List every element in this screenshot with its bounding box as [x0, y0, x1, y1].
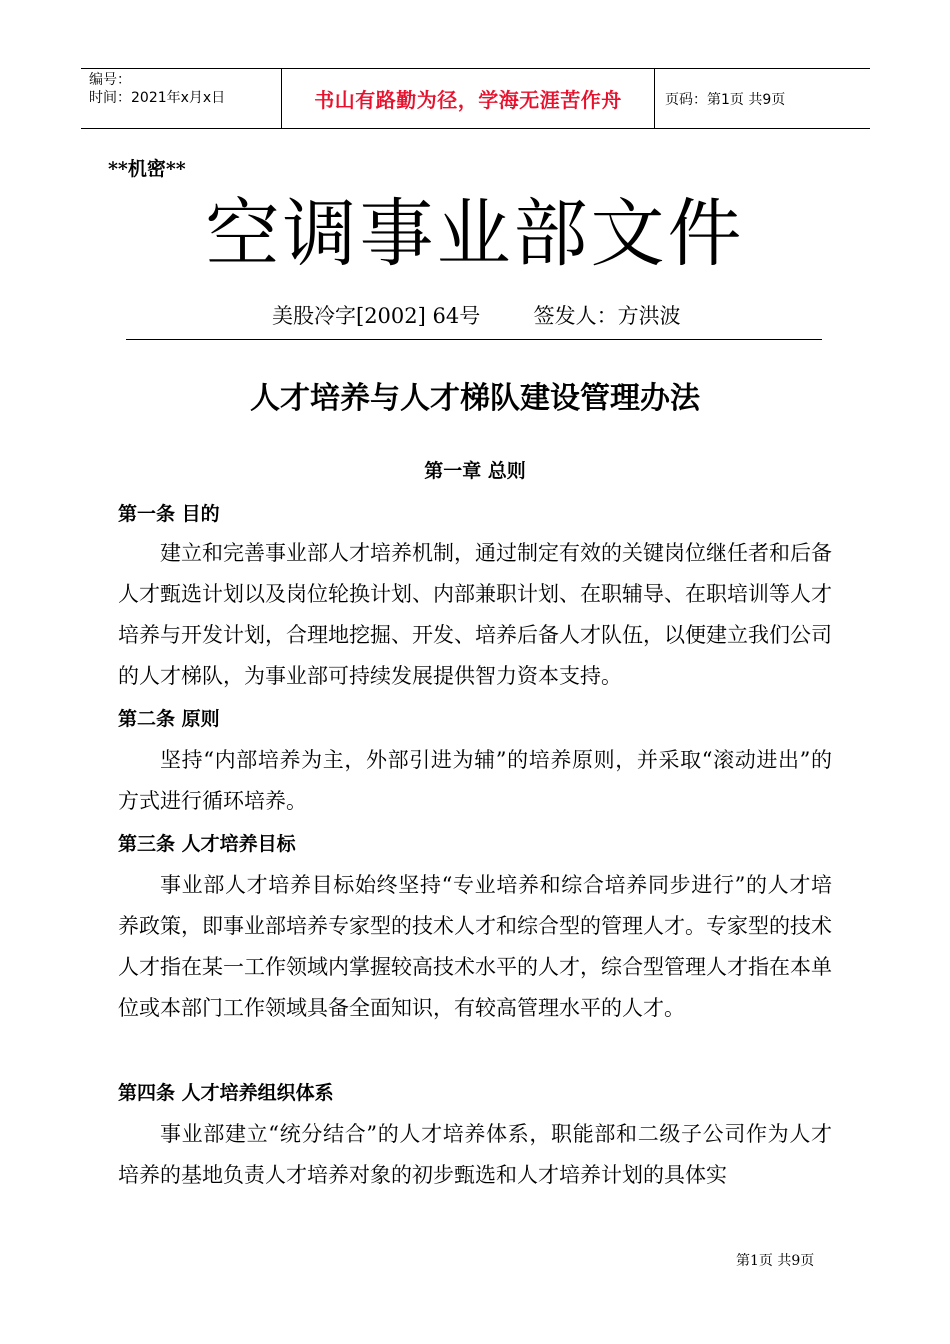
article-heading: 第二条 原则: [118, 708, 220, 730]
header-page-label: 页码：第1页 共9页: [665, 91, 786, 108]
header-motto: 书山有路勤为径，学海无涯苦作舟: [314, 88, 622, 112]
article-heading: 第三条 人才培养目标: [118, 833, 296, 855]
article-paragraph: 建立和完善事业部人才培养机制，通过制定有效的关键岗位继任者和后备人才甄选计划以及岗位轮换计划、内部兼职计划、在职辅导、在职培训等人才培养与开发计划，合理地挖掘、开发、培养后备人才队伍，以便建立我们公司的人才梯队，为事业部可持续发展提供智力资本支持。: [118, 541, 832, 688]
chapter-heading: 第一章 总则: [424, 460, 526, 482]
document-title: 人才培养与人才梯队建设管理办法: [250, 381, 700, 416]
header-page-cell: [655, 69, 870, 128]
page-header: [81, 68, 870, 129]
time-label: 时间：2021年x月x日: [89, 90, 226, 106]
header-meta: [81, 69, 281, 128]
article-paragraph: 事业部人才培养目标始终坚持“专业培养和综合培养同步进行”的人才培养政策，即事业部培养专家型的技术人才和综合型的管理人才。专家型的技术人才指在某一工作领域内掌握较高技术水平的人才，综合型管理人才指在本单位或本部门工作领域具备全面知识，有较高管理水平的人才。: [118, 873, 832, 1020]
article-heading: 第四条 人才培养组织体系: [118, 1082, 334, 1104]
title-divider: [126, 339, 822, 340]
header-motto-cell: [281, 69, 655, 128]
number-label: 编号：: [89, 72, 131, 88]
article-heading: 第一条 目的: [118, 503, 220, 525]
article-paragraph: 坚持“内部培养为主，外部引进为辅”的培养原则，并采取“滚动进出”的方式进行循环培养。: [118, 748, 832, 813]
document-big-title: 空调事业部文件: [205, 191, 745, 277]
page-footer: 第1页 共9页: [736, 1253, 815, 1269]
confidential-mark: **机密**: [108, 158, 186, 180]
document-meta: 美股冷字[2002] 64号 签发人：方洪波: [272, 304, 681, 328]
article-paragraph: 事业部建立“统分结合”的人才培养体系，职能部和二级子公司作为人才培养的基地负责人才培养对象的初步甄选和人才培养计划的具体实: [118, 1122, 832, 1187]
